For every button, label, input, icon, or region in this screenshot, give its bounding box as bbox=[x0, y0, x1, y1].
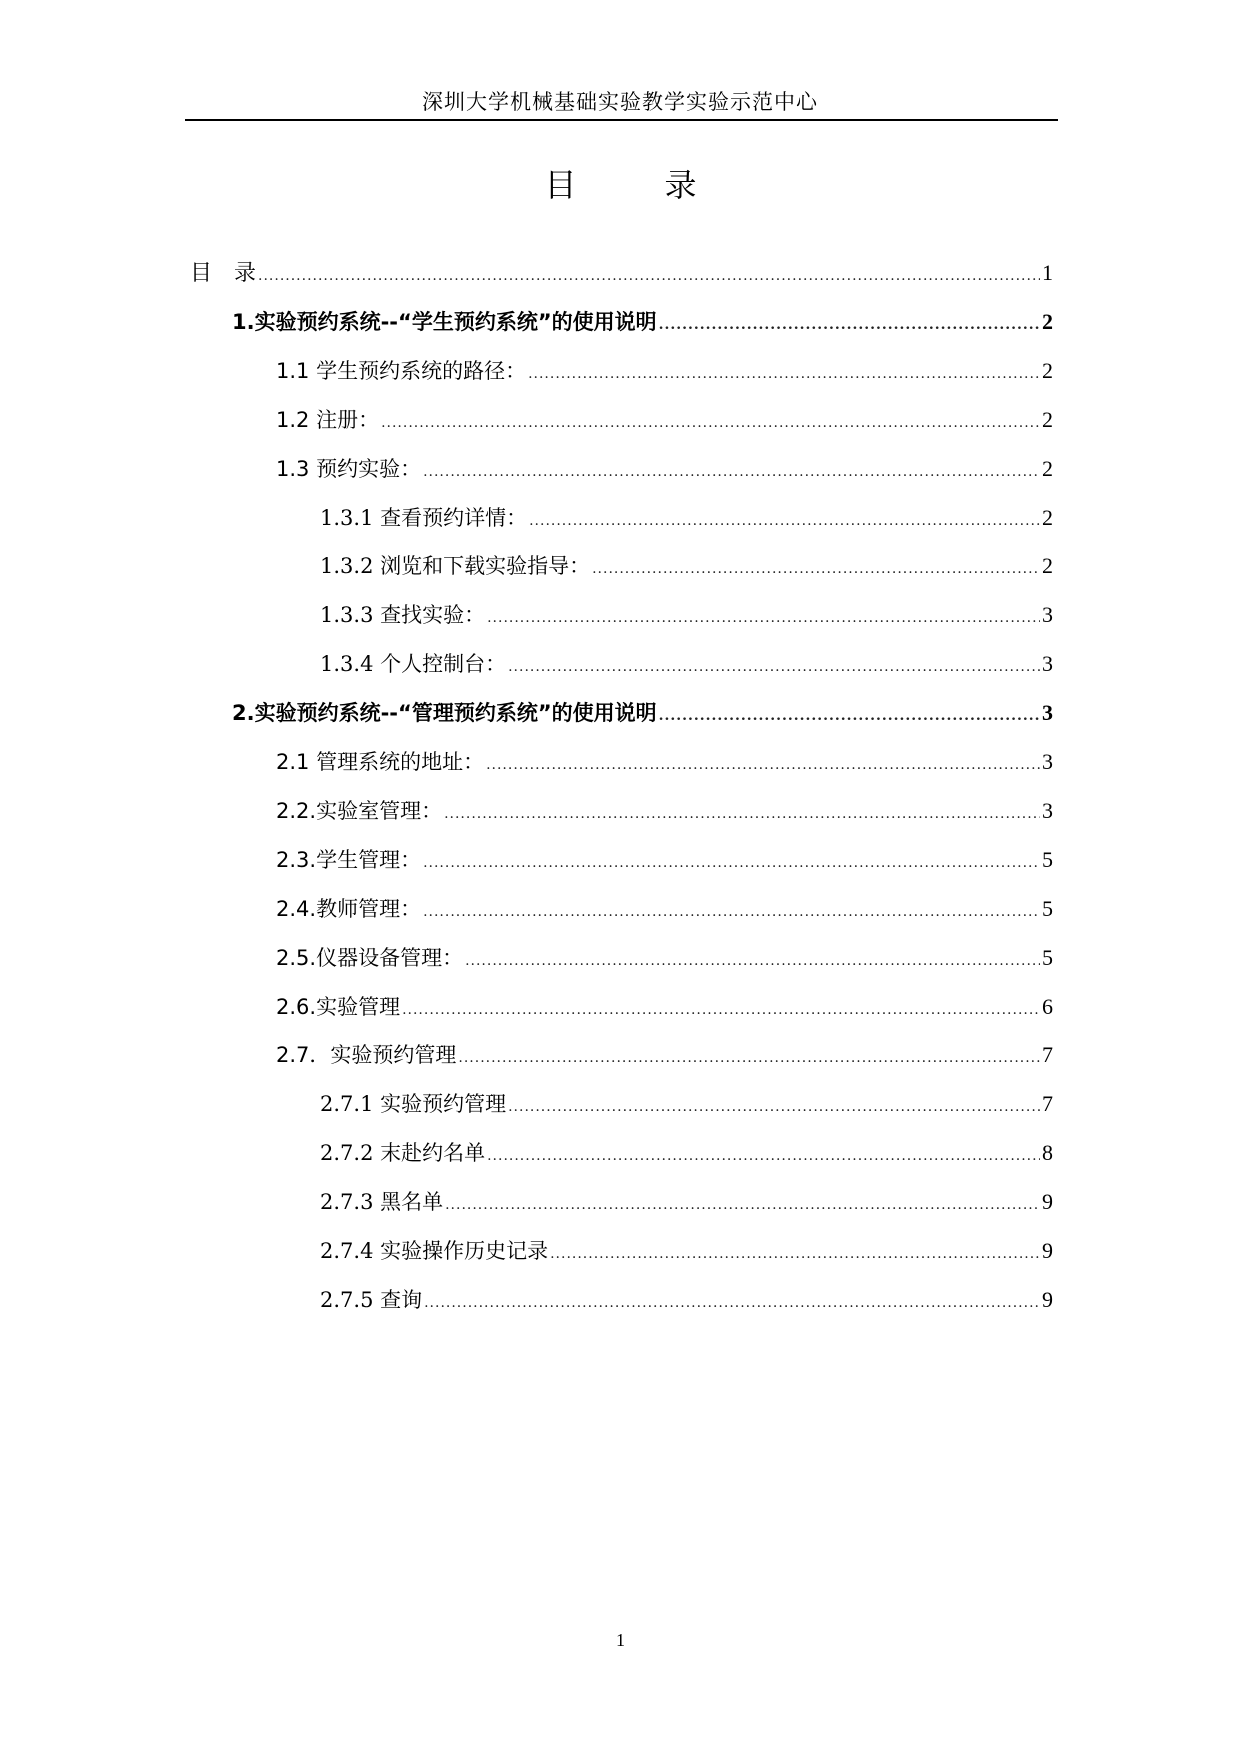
toc-entry-label: 1.3.2 浏览和下载实验指导： bbox=[320, 554, 591, 578]
toc-entry-page-number: 6 bbox=[1042, 994, 1053, 1019]
toc-entry[interactable] bbox=[276, 405, 1053, 435]
toc-entry-page-number: 3 bbox=[1042, 700, 1053, 725]
toc-entry-label: 2.2.实验室管理： bbox=[276, 799, 443, 823]
toc-entry[interactable] bbox=[276, 992, 1053, 1022]
toc-entry-label: 2.7.3 黑名单 bbox=[320, 1190, 444, 1214]
toc-entry[interactable] bbox=[320, 1285, 1053, 1315]
toc-entry-label: 2.5.仪器设备管理： bbox=[276, 946, 464, 970]
dot-leader bbox=[592, 554, 1040, 584]
toc-entry-page-number: 8 bbox=[1042, 1140, 1053, 1165]
dot-leader bbox=[659, 310, 1040, 340]
dot-leader bbox=[465, 946, 1040, 976]
toc-entry-label: 1.3.1 查看预约详情： bbox=[320, 506, 528, 530]
dot-leader bbox=[423, 897, 1040, 927]
toc-entry-page-number: 9 bbox=[1042, 1189, 1053, 1214]
toc-entry-page-number: 7 bbox=[1042, 1091, 1053, 1116]
toc-entry-page-number: 5 bbox=[1042, 945, 1053, 970]
toc-entry[interactable] bbox=[320, 600, 1053, 630]
dot-leader bbox=[659, 701, 1040, 731]
toc-entry-label: 2.7.5 查询 bbox=[320, 1288, 423, 1312]
dot-leader bbox=[487, 603, 1040, 633]
toc-entry-label: 1.2 注册： bbox=[276, 408, 380, 432]
page-number: 1 bbox=[616, 1630, 625, 1650]
toc-entry[interactable] bbox=[320, 1089, 1053, 1119]
toc-entry[interactable] bbox=[276, 356, 1053, 386]
dot-leader bbox=[458, 1043, 1040, 1073]
toc-entry-label: 1.3 预约实验： bbox=[276, 457, 422, 481]
toc-entry-label: 1.1 学生预约系统的路径： bbox=[276, 359, 527, 383]
dot-leader bbox=[402, 995, 1040, 1025]
toc-entry-page-number: 2 bbox=[1042, 553, 1053, 578]
toc-entry-label: 1.3.3 查找实验： bbox=[320, 603, 486, 627]
toc-entry[interactable] bbox=[190, 258, 1053, 288]
toc-entry-label: 1.实验预约系统--“学生预约系统”的使用说明 bbox=[232, 310, 657, 334]
toc-entry-page-number: 2 bbox=[1042, 358, 1053, 383]
dot-leader bbox=[508, 652, 1040, 682]
toc-entry-page-number: 7 bbox=[1042, 1042, 1053, 1067]
toc-entry[interactable] bbox=[276, 1040, 1053, 1070]
toc-entry-label: 1.3.4 个人控制台： bbox=[320, 652, 507, 676]
toc-entry-page-number: 2 bbox=[1042, 456, 1053, 481]
toc-entry[interactable] bbox=[320, 503, 1053, 533]
dot-leader bbox=[444, 799, 1040, 829]
toc-entry-label: 2.7.4 实验操作历史记录 bbox=[320, 1239, 549, 1263]
dot-leader bbox=[258, 261, 1040, 291]
toc-entry-page-number: 9 bbox=[1042, 1287, 1053, 1312]
toc-entry[interactable] bbox=[320, 551, 1053, 581]
toc-entry-label: 2.6.实验管理 bbox=[276, 995, 401, 1019]
toc-entry-page-number: 1 bbox=[1042, 260, 1053, 285]
toc-title: 目 录 bbox=[544, 166, 725, 204]
toc-entry[interactable] bbox=[320, 649, 1053, 679]
toc-entry-page-number: 2 bbox=[1042, 309, 1053, 334]
toc-entry-page-number: 3 bbox=[1042, 749, 1053, 774]
dot-leader bbox=[508, 1092, 1040, 1122]
toc-entry-label: 目 录 bbox=[190, 261, 257, 286]
dot-leader bbox=[424, 1288, 1040, 1318]
dot-leader bbox=[487, 1141, 1040, 1171]
toc-entry[interactable] bbox=[276, 894, 1053, 924]
dot-leader bbox=[423, 848, 1040, 878]
toc-entry-page-number: 2 bbox=[1042, 407, 1053, 432]
dot-leader bbox=[381, 408, 1040, 438]
toc-entry[interactable] bbox=[320, 1187, 1053, 1217]
toc-entry-label: 2.实验预约系统--“管理预约系统”的使用说明 bbox=[232, 701, 657, 725]
dot-leader bbox=[423, 457, 1040, 487]
toc-entry-page-number: 3 bbox=[1042, 651, 1053, 676]
toc-entry-page-number: 9 bbox=[1042, 1238, 1053, 1263]
toc-entry[interactable] bbox=[232, 698, 1053, 728]
toc-entry[interactable] bbox=[276, 845, 1053, 875]
toc-entry-label: 2.7.1 实验预约管理 bbox=[320, 1092, 507, 1116]
toc-entry[interactable] bbox=[320, 1236, 1053, 1266]
toc-entry[interactable] bbox=[276, 943, 1053, 973]
dot-leader bbox=[529, 506, 1040, 536]
toc-entry-page-number: 2 bbox=[1042, 505, 1053, 530]
toc-entry-label: 2.7．实验预约管理 bbox=[276, 1043, 457, 1067]
dot-leader bbox=[445, 1190, 1040, 1220]
toc-entry-label: 2.1 管理系统的地址： bbox=[276, 750, 485, 774]
toc-entry-label: 2.7.2 末赴约名单 bbox=[320, 1141, 486, 1165]
toc-entry-page-number: 3 bbox=[1042, 798, 1053, 823]
dot-leader bbox=[486, 750, 1040, 780]
toc-entry[interactable] bbox=[276, 796, 1053, 826]
running-header: 深圳大学机械基础实验教学实验示范中心 bbox=[422, 90, 818, 114]
toc-entry-page-number: 5 bbox=[1042, 847, 1053, 872]
toc-entry[interactable] bbox=[276, 454, 1053, 484]
toc-entry[interactable] bbox=[232, 307, 1053, 337]
toc-entry-label: 2.4.教师管理： bbox=[276, 897, 422, 921]
dot-leader bbox=[528, 359, 1040, 389]
toc-entry[interactable] bbox=[276, 747, 1053, 777]
toc-entry-label: 2.3.学生管理： bbox=[276, 848, 422, 872]
toc-entry[interactable] bbox=[320, 1138, 1053, 1168]
toc-entry-page-number: 5 bbox=[1042, 896, 1053, 921]
dot-leader bbox=[550, 1239, 1040, 1269]
toc-entry-page-number: 3 bbox=[1042, 602, 1053, 627]
